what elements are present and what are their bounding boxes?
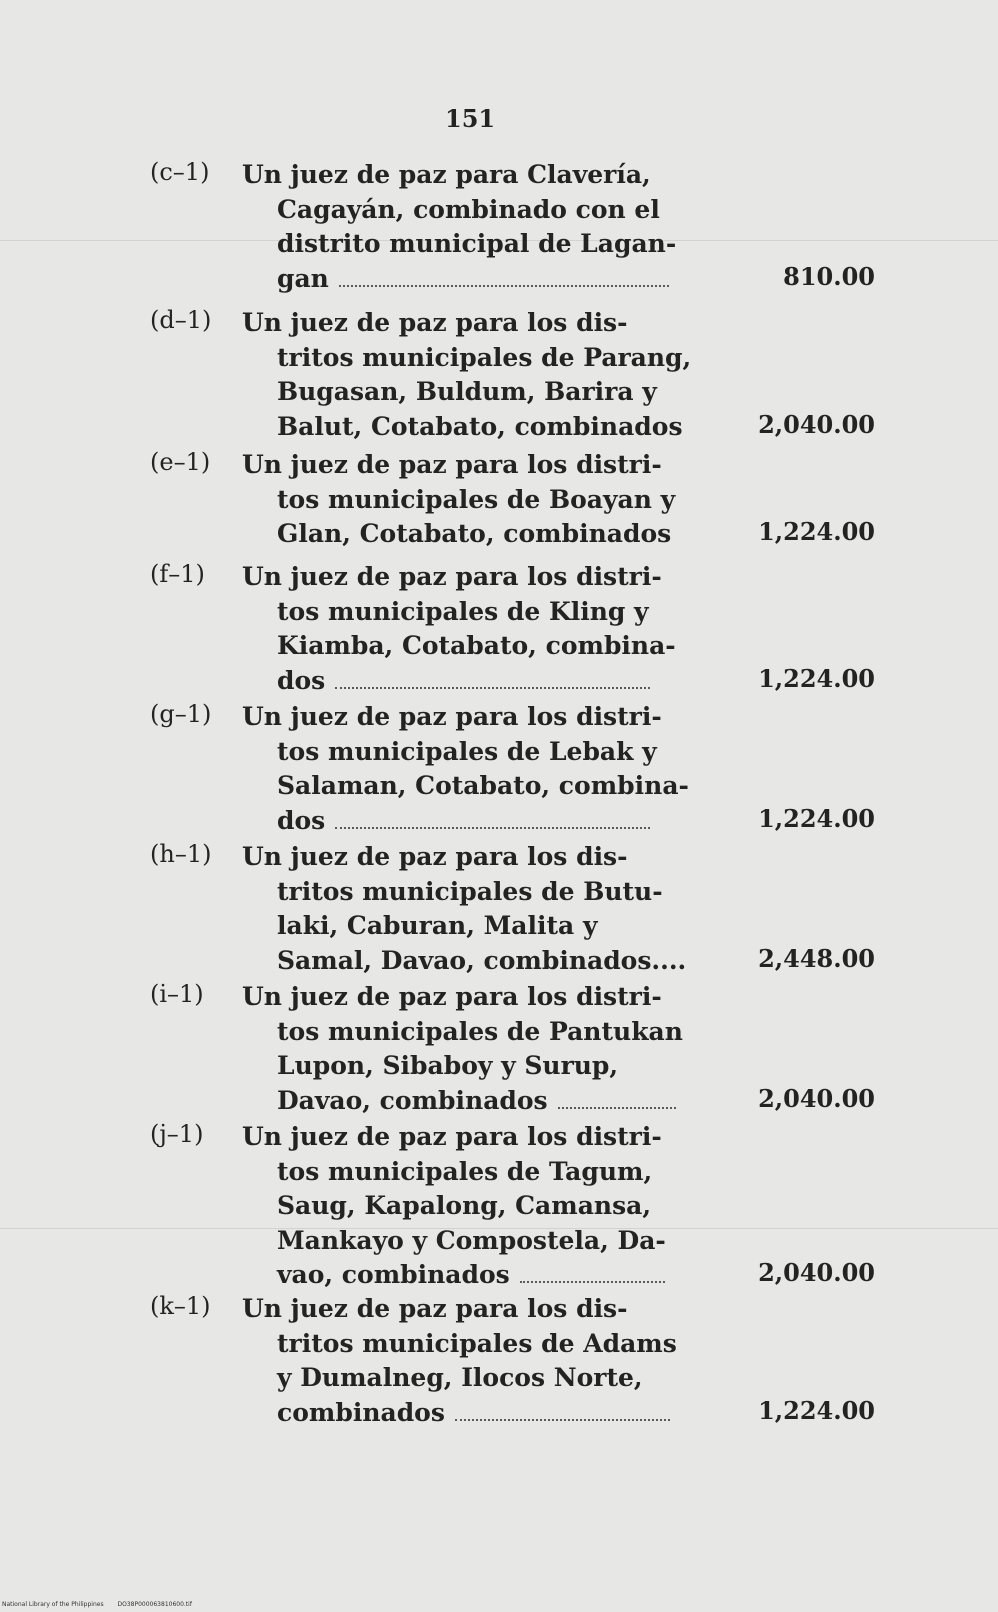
entry-line-text: tos municipales de Lebak y (277, 736, 657, 766)
entry-line-text: Un juez de paz para los distri- (242, 702, 662, 731)
entry-amount: 1,224.00 (758, 663, 875, 693)
entry-line-text: Davao, combinados (277, 1085, 548, 1115)
entry-line (242, 629, 832, 664)
entry-line-text: tritos municipales de Parang, (277, 342, 692, 372)
entry-line (242, 1327, 832, 1362)
entry-line-text: tritos municipales de Butu- (277, 876, 663, 906)
entry-line-text: Cagayán, combinado con el (277, 194, 660, 224)
entry-line (242, 517, 832, 552)
entry-amount: 2,040.00 (758, 409, 875, 439)
entry-line (242, 1258, 832, 1293)
entry-text (242, 448, 832, 552)
entry-line-text: Un juez de paz para los dis- (242, 842, 628, 871)
entry-line-text: Lupon, Sibaboy y Surup, (277, 1051, 619, 1080)
entry-line-text: Salaman, Cotabato, combina- (277, 771, 689, 800)
entry-amount: 1,224.00 (758, 803, 875, 833)
entry-line-text: Un juez de paz para Clavería, (242, 160, 651, 189)
entry-line-text: Un juez de paz para los dis- (242, 308, 628, 337)
entry-line (242, 483, 832, 518)
entry-line (242, 1084, 832, 1119)
footer-code: DO38P000063810600.tif (117, 1601, 192, 1608)
entry-line (242, 1155, 832, 1190)
entry-label: (h–1) (150, 840, 212, 868)
entry-text (242, 560, 832, 698)
entry-line-text: Samal, Davao, combinados.... (277, 945, 687, 975)
entry-line-text: Un juez de paz para los distri- (242, 562, 662, 591)
dot-leader (520, 1281, 665, 1283)
entry-line-text: combinados (277, 1397, 445, 1427)
entry-label: (c–1) (150, 158, 210, 186)
entry-amount: 2,040.00 (758, 1083, 875, 1113)
entry-line (242, 804, 832, 839)
entry-line (242, 1120, 832, 1155)
entry-line (242, 306, 832, 341)
entry-line-text: tos municipales de Boayan y (277, 484, 676, 514)
entry-label: (i–1) (150, 980, 204, 1008)
dot-leader (335, 687, 650, 689)
entry-text (242, 840, 832, 978)
entry-line-text: Kiamba, Cotabato, combina- (277, 631, 676, 660)
entry-text (242, 1120, 832, 1293)
entry-amount: 2,448.00 (758, 943, 875, 973)
entry-line (242, 158, 832, 193)
entry-line (242, 448, 832, 483)
entry-line-text: Balut, Cotabato, combinados (277, 411, 683, 441)
entry-line (242, 341, 832, 376)
entry-text (242, 980, 832, 1118)
entry-line-text: Mankayo y Compostela, Da- (277, 1225, 666, 1255)
entry-text (242, 700, 832, 838)
entry-line (242, 410, 832, 445)
entry-label: (f–1) (150, 560, 205, 588)
entry-label: (j–1) (150, 1120, 204, 1148)
entry-line-text: Saug, Kapalong, Camansa, (277, 1191, 652, 1220)
entry-line (242, 262, 832, 297)
entry-line-text: gan (277, 263, 329, 293)
entry-line-text: vao, combinados (277, 1260, 510, 1289)
entry-label: (g–1) (150, 700, 212, 728)
dot-leader (558, 1107, 676, 1109)
entry-line-text: dos (277, 805, 326, 835)
entry-line-text: Un juez de paz para los distri- (242, 450, 662, 479)
entry-amount: 810.00 (783, 261, 875, 291)
entry-line (242, 700, 832, 735)
entry-line-text: tritos municipales de Adams (277, 1328, 677, 1358)
dot-leader (335, 827, 650, 829)
entry-text (242, 306, 832, 444)
entry-line (242, 769, 832, 804)
entry-line-text: Bugasan, Buldum, Barira y (277, 377, 657, 406)
entry-line-text: dos (277, 665, 326, 695)
entry-line (242, 875, 832, 910)
entry-line (242, 1361, 832, 1396)
entry-line-text: tos municipales de Pantukan (277, 1016, 683, 1046)
entry-line (242, 1049, 832, 1084)
entry-line (242, 560, 832, 595)
entry-line-text: laki, Caburan, Malita y (277, 911, 598, 940)
entry-line (242, 1396, 832, 1431)
scan-footer (2, 1601, 204, 1608)
entry-amount: 1,224.00 (758, 1395, 875, 1425)
entry-label: (k–1) (150, 1292, 211, 1320)
entry-line-text: Glan, Cotabato, combinados (277, 519, 672, 548)
page-number: 151 (445, 104, 496, 133)
entry-line (242, 1189, 832, 1224)
entry-line (242, 944, 832, 979)
entry-line (242, 664, 832, 699)
entry-line (242, 1224, 832, 1259)
entry-line-text: y Dumalneg, Ilocos Norte, (277, 1363, 643, 1392)
entry-line (242, 840, 832, 875)
entry-label: (d–1) (150, 306, 212, 334)
entry-line (242, 595, 832, 630)
entry-line (242, 227, 832, 262)
entry-line-text: tos municipales de Kling y (277, 596, 649, 626)
entry-line (242, 980, 832, 1015)
entry-line-text: Un juez de paz para los distri- (242, 1122, 662, 1151)
entry-text (242, 1292, 832, 1430)
entry-label: (e–1) (150, 448, 211, 476)
entry-line-text: Un juez de paz para los dis- (242, 1294, 628, 1323)
entry-line (242, 735, 832, 770)
entry-amount: 1,224.00 (758, 517, 875, 546)
entry-line (242, 1015, 832, 1050)
entry-line (242, 375, 832, 410)
entry-line (242, 1292, 832, 1327)
entry-line-text: distrito municipal de Lagan- (277, 229, 677, 258)
footer-library: National Library of the Philippines (2, 1601, 104, 1608)
dot-leader (455, 1419, 670, 1421)
entry-line-text: Un juez de paz para los distri- (242, 982, 662, 1011)
dot-leader (339, 285, 669, 287)
entry-line (242, 909, 832, 944)
entry-text (242, 158, 832, 296)
entry-amount: 2,040.00 (758, 1258, 875, 1287)
entry-line (242, 193, 832, 228)
entry-line-text: tos municipales de Tagum, (277, 1156, 653, 1186)
